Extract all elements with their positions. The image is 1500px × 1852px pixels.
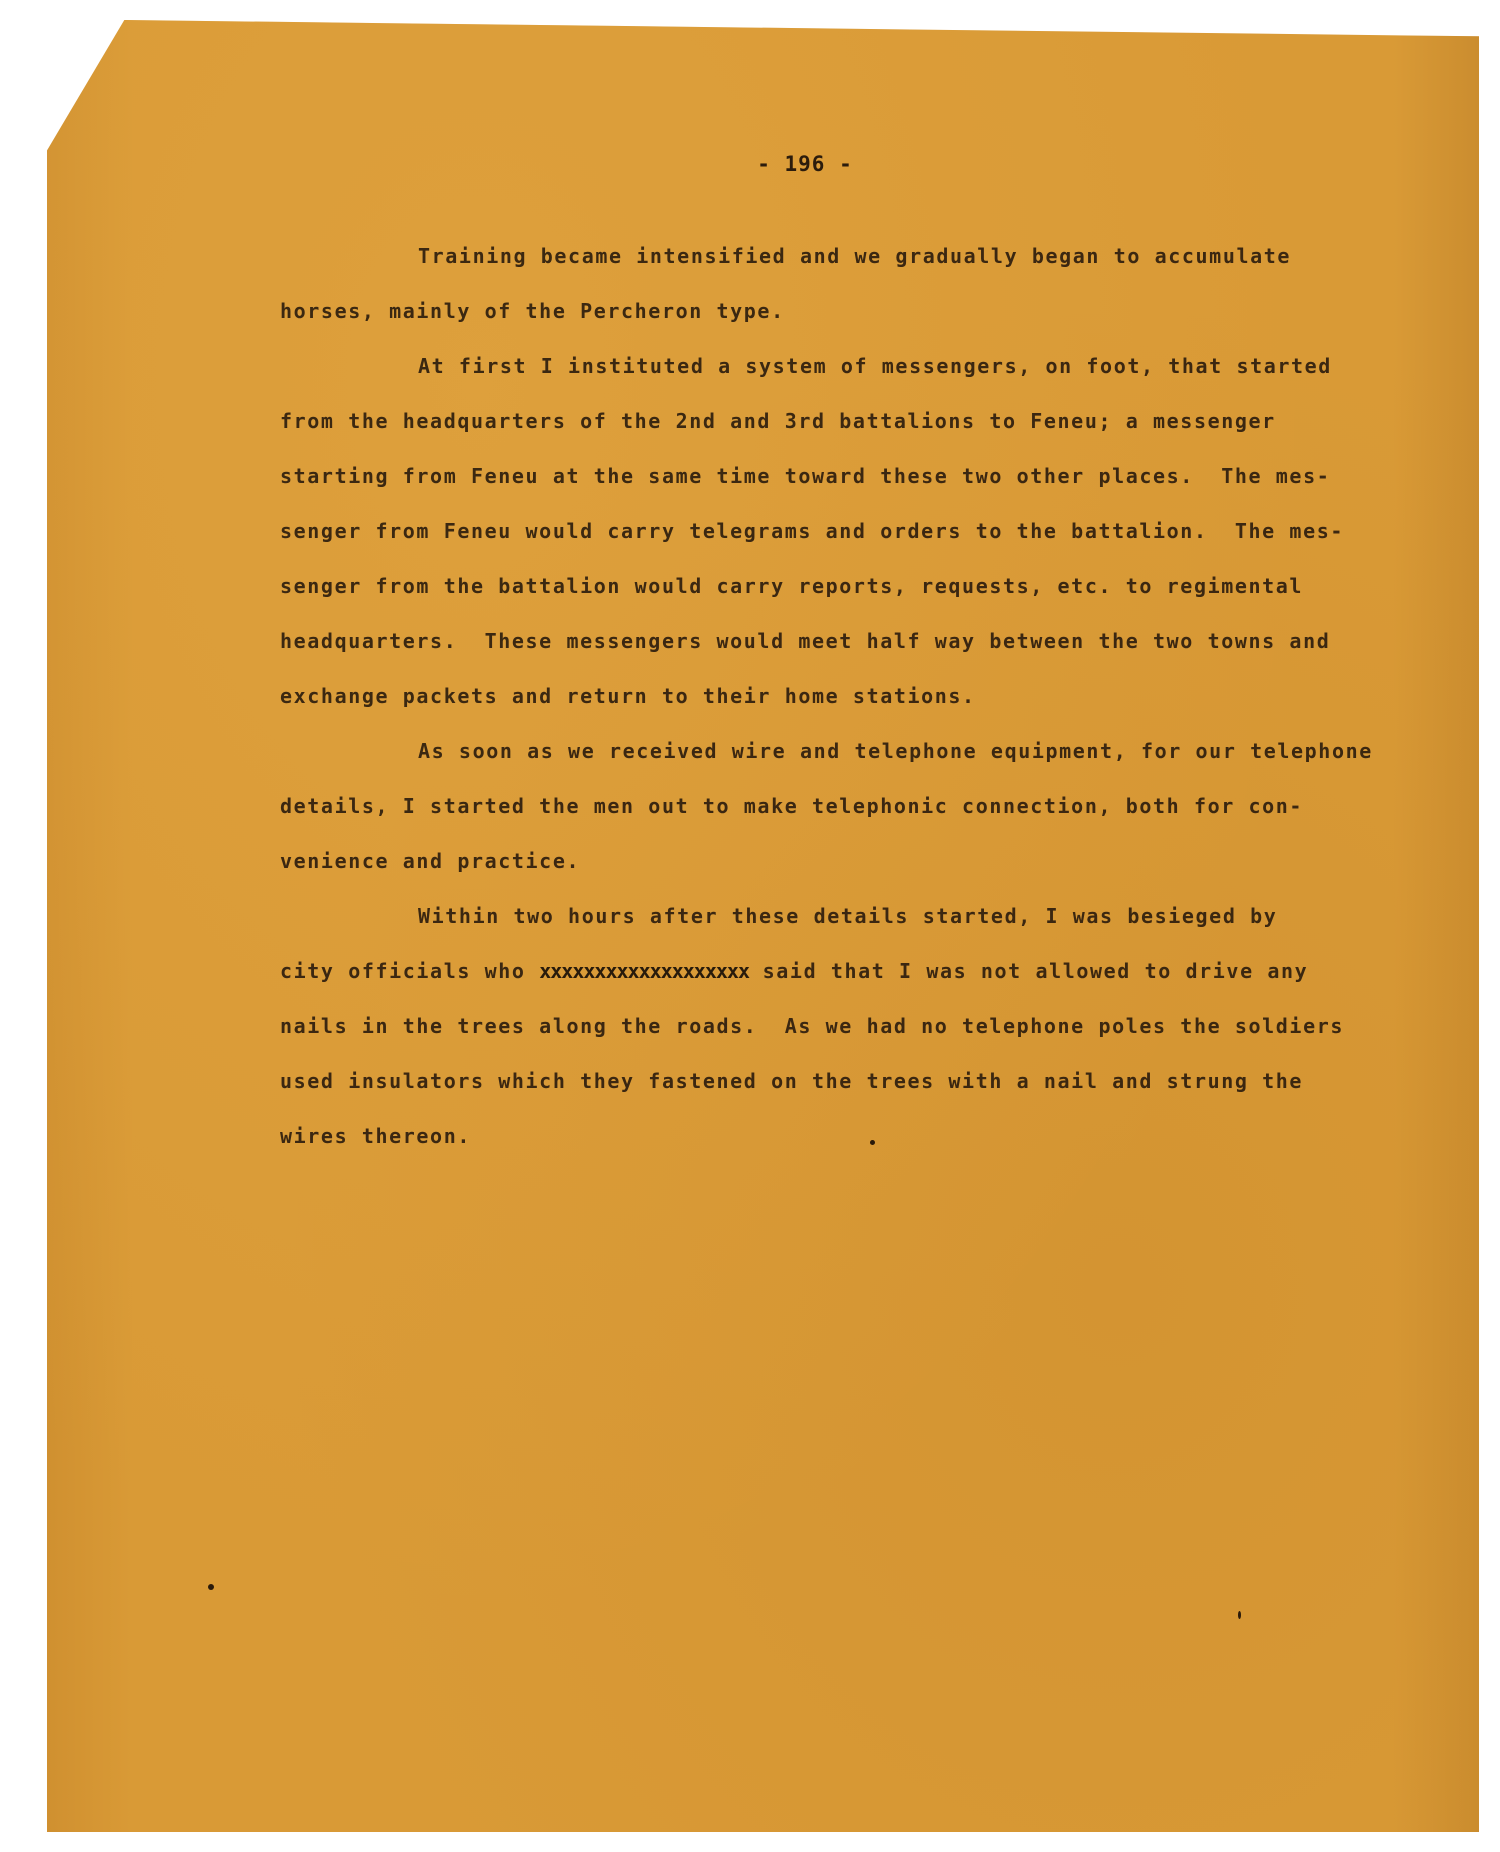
text-line: starting from Feneu at the same time toward these two other places. The mes- [280, 464, 1331, 488]
text-line: wires thereon. [280, 1124, 471, 1148]
text-segment: city officials who [280, 959, 526, 983]
ink-speck [1238, 1611, 1241, 1619]
text-line: used insulators which they fastened on the trees with a nail and strung the [280, 1069, 1304, 1093]
paragraph-3 [280, 724, 1420, 889]
typed-body-text [280, 229, 1420, 1164]
text-line: nails in the trees along the roads. As we had no telephone poles the soldiers [280, 1014, 1344, 1038]
text-line: senger from the battalion would carry reports, requests, etc. to regimental [280, 574, 1304, 598]
text-line: At first I instituted a system of messengers, on foot, that started [418, 354, 1332, 378]
text-segment: said that I was not allowed to drive any [762, 959, 1309, 983]
text-line: Training became intensified and we gradually began to accumulate [418, 244, 1292, 268]
text-line: exchange packets and return to their home stations. [280, 684, 976, 708]
page-number: - 196 - [757, 152, 853, 176]
struck-out-text: xxxxxxxxxxxxxxxxxxx [539, 959, 749, 983]
text-line [280, 944, 1420, 999]
text-line: from the headquarters of the 2nd and 3rd battalions to Feneu; a messenger [280, 409, 1276, 433]
paragraph-2 [280, 339, 1420, 724]
text-line: headquarters. These messengers would meet half way between the two towns and [280, 629, 1331, 653]
text-line: As soon as we received wire and telephone equipment, for our telephone [418, 739, 1373, 763]
ink-speck [870, 1140, 875, 1145]
text-line: venience and practice. [280, 849, 581, 873]
text-line: Within two hours after these details started, I was besieged by [418, 904, 1278, 928]
paragraph-4 [280, 889, 1420, 1164]
ink-speck [208, 1584, 214, 1590]
text-line: details, I started the men out to make telephonic connection, both for con- [280, 794, 1304, 818]
paragraph-1 [280, 229, 1420, 339]
text-line: senger from Feneu would carry telegrams and orders to the battalion. The mes- [280, 519, 1344, 543]
text-line: horses, mainly of the Percheron type. [280, 299, 785, 323]
